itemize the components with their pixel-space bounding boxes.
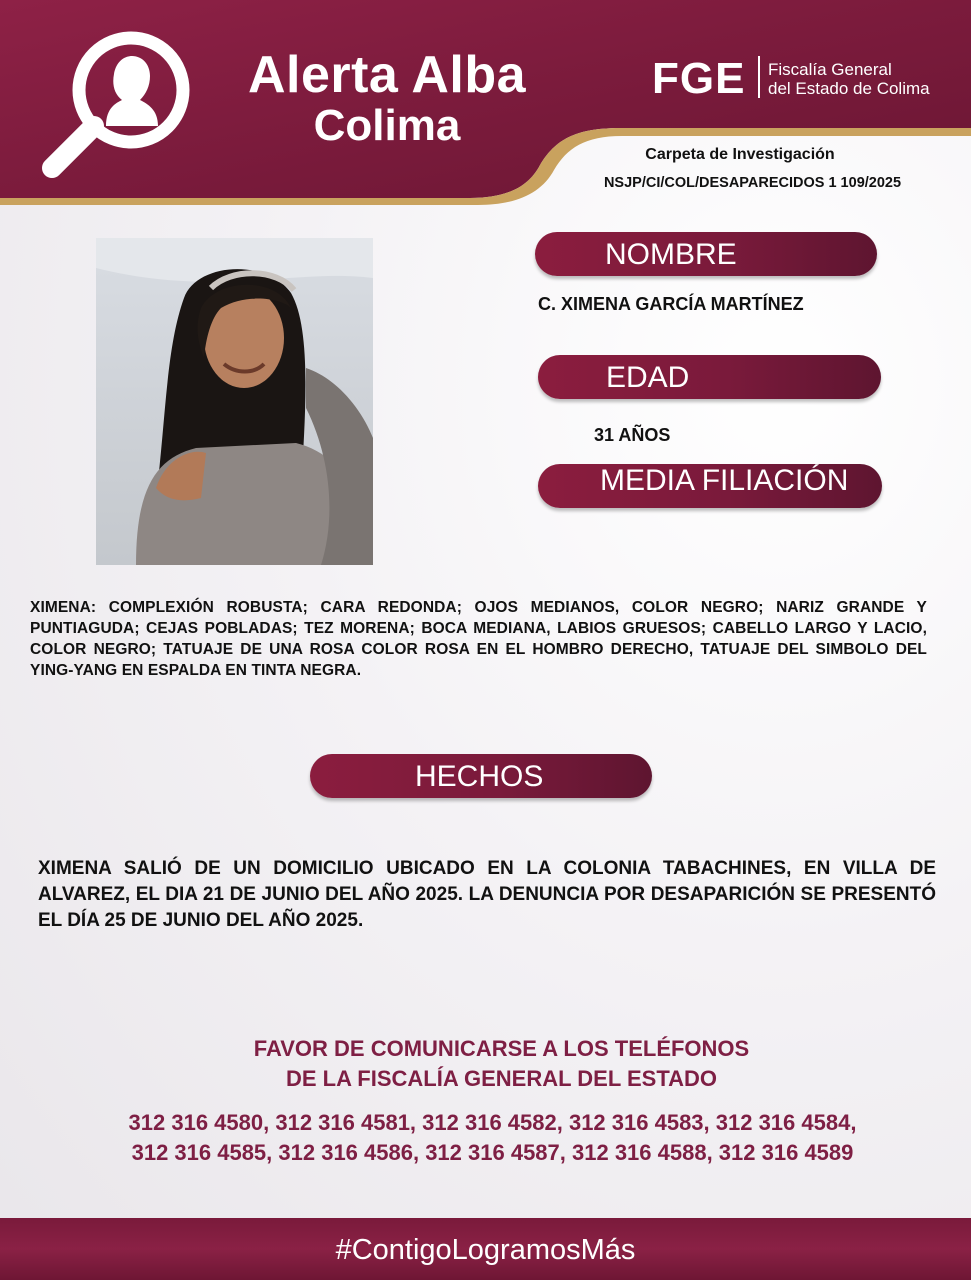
hechos-label: HECHOS bbox=[415, 760, 544, 793]
fge-org-name bbox=[768, 60, 930, 98]
magnifier-woman-icon bbox=[38, 28, 198, 178]
alert-title-line2: Colima bbox=[313, 101, 461, 150]
media-filiacion-label-pill bbox=[538, 464, 882, 508]
nombre-value: C. XIMENA GARCÍA MARTÍNEZ bbox=[538, 294, 804, 314]
fge-org-line2: del Estado de Colima bbox=[768, 79, 930, 98]
missing-person-photo bbox=[96, 238, 373, 565]
media-filiacion-label: MEDIA FILIACIÓN bbox=[600, 464, 849, 497]
physical-description: XIMENA: COMPLEXIÓN ROBUSTA; CARA REDONDA; OJOS MEDIANOS, COLOR NEGRO; NARIZ GRANDE Y PUNTIAGUDA; CEJAS POBLADAS; TEZ MORENA; BOCA MEDIANA, LABIOS GRUESOS; CABELLO LARGO Y LACIO, COLOR NEGRO; TATUAJE DE UNA ROSA COLOR ROSA EN EL HOMBRO DERECHO, TATUAJE DEL SIMBOLO DEL YING-YANG EN ESPALDA EN TINTA NEGRA. bbox=[30, 599, 927, 679]
edad-label: EDAD bbox=[606, 361, 690, 394]
hechos-label-pill bbox=[310, 754, 652, 798]
alert-title-line1: Alerta Alba bbox=[247, 46, 527, 104]
edad-value: 31 AÑOS bbox=[594, 425, 671, 445]
contact-phone-list: 312 316 4580, 312 316 4581, 312 316 4582, 312 316 4583, 312 316 4584, 312 316 4585, 312 316 4586, 312 316 4587, 312 316 4588, 312 316 4589 bbox=[128, 1110, 857, 1165]
nombre-label: NOMBRE bbox=[605, 238, 737, 271]
case-file-info bbox=[565, 146, 940, 191]
hechos-description: XIMENA SALIÓ DE UN DOMICILIO UBICADO EN LA COLONIA TABACHINES, EN VILLA DE ALVAREZ, EL DIA 21 DE JUNIO DEL AÑO 2025. LA DENUNCIA POR DESAPARICIÓN SE PRESENTÓ EL DÍA 25 DE JUNIO DEL AÑO 2025. bbox=[38, 858, 936, 931]
alert-title bbox=[222, 48, 552, 150]
case-file-number: NSJP/CI/COL/DESAPARECIDOS 1 109/2025 bbox=[603, 175, 902, 191]
fge-org-line1: Fiscalía General bbox=[768, 60, 892, 79]
fge-divider bbox=[758, 56, 760, 98]
fge-logo-text: FGE bbox=[652, 54, 746, 103]
case-file-label: Carpeta de Investigación bbox=[645, 146, 835, 163]
nombre-label-pill bbox=[535, 232, 877, 276]
contact-line1: FAVOR DE COMUNICARSE A LOS TELÉFONOS bbox=[253, 1036, 750, 1061]
contact-line2: DE LA FISCALÍA GENERAL DEL ESTADO bbox=[285, 1066, 718, 1091]
edad-label-pill bbox=[538, 355, 881, 399]
footer-hashtag: #ContigoLogramosMás bbox=[335, 1234, 636, 1266]
